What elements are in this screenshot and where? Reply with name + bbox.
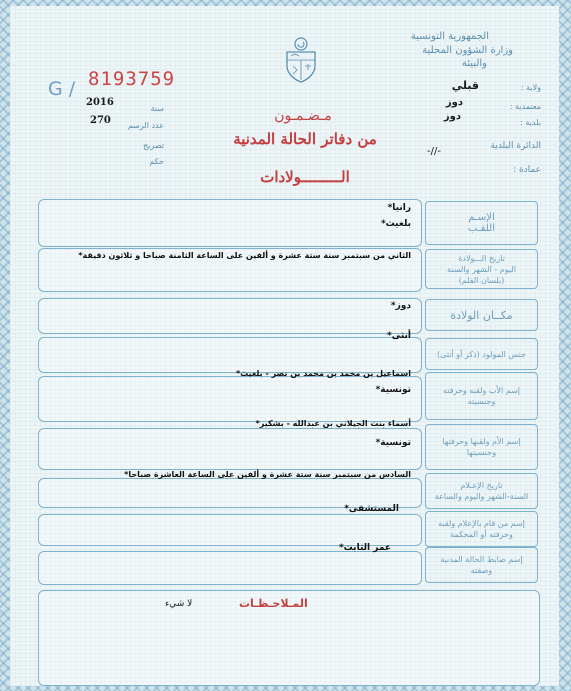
declarant-value-box	[38, 504, 422, 546]
mutamadiya-label: معتمدية :	[509, 102, 541, 111]
year-label: سنة	[150, 104, 164, 113]
officer-value: عمر الثابت*	[338, 543, 391, 553]
officer-label: إسم ضابط الحالة المدنية وصفته	[425, 547, 538, 583]
title-line-2: من دفاتر الحالة المدنية	[233, 130, 377, 148]
mutamadiya-value: دوز	[445, 97, 463, 108]
surname-value: بلغيث*	[380, 219, 411, 229]
declarant-value: المستشفى*	[344, 504, 399, 514]
mother-label: إسم الأم ولقبها وحرفتها وجنسيتها	[425, 424, 538, 470]
record-number-label: عدد الرسم	[127, 121, 164, 130]
declaration-label: تصريح	[143, 141, 164, 150]
header-ministry-2: والبيئة	[461, 58, 487, 69]
mother-nationality-value: تونسية*	[375, 438, 411, 448]
birthplace-value-box	[38, 298, 422, 334]
daira-label: الدائرة البلدية	[490, 141, 541, 151]
title-line-1: مـضـمـون	[274, 108, 332, 124]
sex-value-box	[38, 331, 422, 373]
first-name-value: رانيا*	[387, 203, 411, 213]
record-number: 270	[90, 115, 111, 126]
birthdate-value: الثاني من سبتمبر سنة ستة عشرة و ألفين على الساعة الثامنة صباحا و ثلاثون دقيقة*	[78, 251, 411, 260]
birthdate-value-box	[38, 248, 422, 292]
mother-value-box	[38, 419, 422, 470]
serial-prefix: G /	[48, 78, 76, 100]
imada-label: عمادة :	[513, 165, 541, 175]
father-label: إسم الأب ولقبه وحرفته وجنسيته	[425, 372, 538, 420]
name-label: الإسـم اللقـب	[425, 201, 538, 245]
officer-value-box	[38, 543, 422, 585]
birthplace-label: مكــان الولادة	[425, 299, 538, 331]
birthdate-label: تاريخ الـــولادة اليوم - الشهر والسنة (بلسان القلم)	[425, 249, 538, 289]
wilaya-value: قبلي	[451, 79, 479, 92]
mother-name-value: أسماء بنت الجيلاني بن عبدالله - بشكير*	[255, 419, 411, 428]
declaration-date-value: السادس من سبتمبر سنة ستة عشرة و ألفين على الساعة العاشرة صباحا*	[124, 470, 411, 479]
daira-value: -//-	[427, 146, 441, 157]
judgment-label: حكم	[149, 157, 164, 166]
declarant-label: إسم من قام بالإعلام ولقبه وحرفته أو المحكمة	[425, 511, 538, 547]
remarks-value: لا شيء	[165, 599, 193, 609]
declaration-date-label: تاريخ الإعـلام السنة-الشهر واليوم والساعة	[425, 473, 538, 509]
father-name-value: اسماعيل بن محمد بن محمد بن نصر - بلغيث*	[235, 369, 411, 378]
remarks-label: المـلاحـظـات	[239, 597, 308, 610]
header-ministry: وزارة الشؤون المحلية	[422, 45, 513, 56]
tunisia-emblem-icon	[281, 36, 321, 84]
father-nationality-value: تونسية*	[375, 385, 411, 395]
father-value-box	[38, 369, 422, 422]
remarks-box	[38, 590, 540, 686]
baladiya-value: دوز	[443, 111, 461, 122]
sex-label: جنس المولود (ذكر أو أنثى)	[425, 338, 538, 370]
wilaya-label: ولاية :	[520, 83, 541, 92]
title-line-3: الـــــــــولادات	[260, 168, 350, 186]
year-value: 2016	[86, 97, 114, 108]
baladiya-label: بلدية :	[520, 118, 541, 127]
serial-number: 8193759	[88, 68, 176, 90]
birthplace-value: دوز*	[390, 301, 411, 311]
sex-value: أنثى*	[387, 331, 411, 341]
header-republic: الجمهورية التونسية	[410, 31, 489, 42]
name-value-box	[38, 199, 422, 247]
